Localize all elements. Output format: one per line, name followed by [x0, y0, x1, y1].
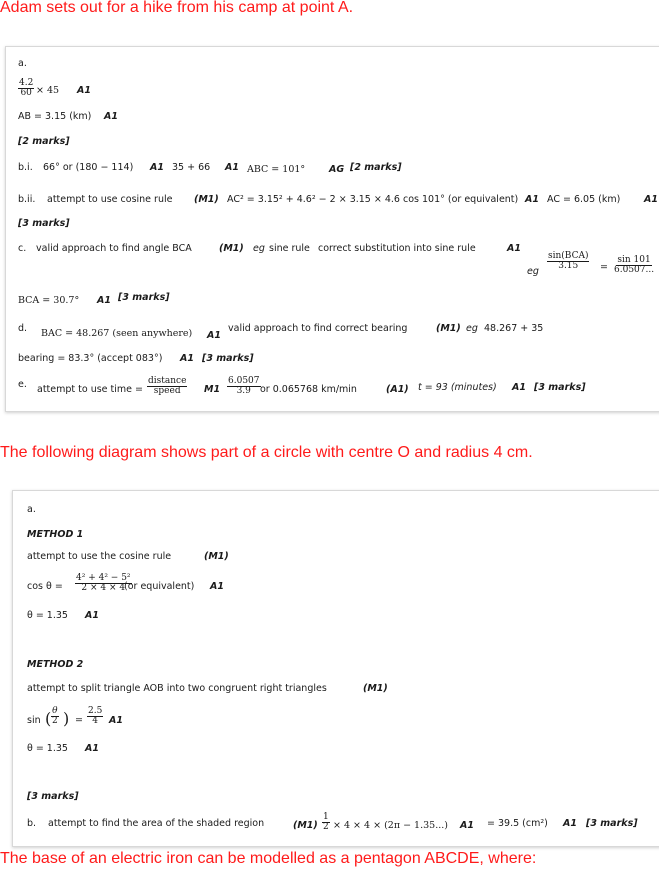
part-a-label: a. — [18, 58, 27, 69]
mark-a1: A1 — [77, 85, 91, 96]
equals: = — [75, 715, 83, 726]
method-2-heading: METHOD 2 — [27, 659, 84, 670]
c-bca-result: BCA = 30.7° — [18, 295, 80, 306]
markscheme-box-1 — [5, 46, 659, 412]
fraction-sin-101: $\frac{\sin 101}{6.0507...}$ — [614, 255, 655, 276]
sin-label: sin — [27, 715, 41, 726]
intro-line-3: The base of an electric iron can be modelled as a pentagon ABCDE, where: — [0, 850, 537, 867]
bii-ac-squared: AC² = 3.15² + 4.6² − 2 × 3.15 × 4.6 cos 101° (or equivalent) — [227, 194, 519, 205]
fraction-2-5-over-4: $\frac{2.5}{4}$ — [88, 706, 103, 727]
b-area-shaded: attempt to find the area of the shaded region — [48, 818, 265, 829]
mark-m1: M1 — [204, 384, 221, 395]
marks-3: [3 marks] — [18, 218, 70, 229]
bi-abc-101: ABC = 101° — [247, 164, 306, 175]
mark-a1: A1 — [109, 715, 123, 726]
mark-m1: (M1) — [363, 683, 388, 694]
bii-cosine-rule: attempt to use cosine rule — [47, 194, 173, 205]
m2-split-triangle: attempt to split triangle AOB into two congruent right triangles — [27, 683, 327, 694]
fraction-6-0507-over-3-9: $\frac{6.0507}{3.9}$ — [228, 376, 260, 397]
e-time-formula: attempt to use time = — [37, 384, 143, 395]
intro-line-2: The following diagram shows part of a circle with centre O and radius 4 cm. — [0, 444, 533, 461]
part-e-label: e. — [18, 379, 27, 390]
bii-ac-result: AC = 6.05 (km) — [547, 194, 621, 205]
d-bearing-sum: 48.267 + 35 — [484, 323, 544, 334]
eg-label: eg — [253, 243, 265, 254]
b-area-expression: × 4 × 4 × (2π − 1.35...) — [333, 820, 448, 831]
method-1-heading: METHOD 1 — [27, 529, 84, 540]
part-b-label: b. — [27, 818, 37, 829]
mark-a1: A1 — [563, 818, 577, 829]
markscheme-box-2 — [12, 490, 659, 847]
marks-3: [3 marks] — [202, 353, 254, 364]
mark-a1: A1 — [150, 162, 164, 173]
part-d-label: d. — [18, 323, 28, 334]
d-bac-result: BAC = 48.267 (seen anywhere) — [41, 328, 193, 339]
mark-a1: A1 — [644, 194, 658, 205]
c-valid-approach: valid approach to find angle BCA — [36, 243, 192, 254]
intro-line-1: Adam sets out for a hike from his camp at point A. — [0, 0, 354, 16]
e-rate: or 0.065768 km/min — [260, 384, 357, 395]
mark-m1: (M1) — [293, 820, 318, 831]
part-c-label: c. — [18, 243, 27, 254]
fraction-distance-speed: distance speed — [148, 376, 187, 397]
times-45: × 45 — [36, 85, 60, 96]
or-equivalent: (or equivalent) — [124, 581, 195, 592]
mark-m1: (M1) — [194, 194, 219, 205]
mark-a1: A1 — [460, 820, 474, 831]
marks-3: [3 marks] — [118, 292, 170, 303]
mark-a1: A1 — [207, 330, 221, 341]
mark-a1: A1 — [85, 610, 99, 621]
marks-2: [2 marks] — [350, 162, 402, 173]
bi-sum: 35 + 66 — [172, 162, 211, 173]
mark-a1: A1 — [97, 295, 111, 306]
bi-angle-66: 66° or (180 − 114) — [43, 162, 134, 173]
fraction-sin-bca: sin(BCA) 3.15 — [547, 248, 589, 272]
c-correct-substitution: correct substitution into sine rule — [318, 243, 476, 254]
b-area-result: = 39.5 (cm²) — [487, 818, 548, 829]
part-a-label: a. — [27, 504, 36, 515]
theta-result: θ = 1.35 — [27, 610, 68, 621]
mark-a1: A1 — [210, 581, 224, 592]
ab-result: AB = 3.15 (km) — [18, 111, 92, 122]
marks-2: [2 marks] — [18, 136, 70, 147]
fraction-4-2-over-60: $\frac{4.2}{60}$ — [19, 78, 34, 99]
mark-m1: (M1) — [436, 323, 461, 334]
right-paren: ) — [63, 709, 70, 728]
left-paren: ( — [45, 709, 52, 728]
mark-a1: A1 — [225, 162, 239, 173]
cos-theta: cos θ = — [27, 581, 63, 592]
fraction-one-half: $\frac{1}{2}$ — [323, 812, 329, 833]
mark-a1-bracket: (A1) — [386, 384, 409, 395]
e-time-result: t = 93 (minutes) — [418, 382, 497, 393]
equals: = — [600, 262, 608, 273]
mark-m1: (M1) — [204, 551, 229, 562]
eg-label: eg — [466, 323, 478, 334]
fraction-cosine-rule: $\frac{\text{4² + 4² − 5²}}{2 \times 4 \times 4}$ — [76, 573, 131, 594]
part-bii-label: b.ii. — [18, 194, 36, 205]
mark-a1: A1 — [104, 111, 118, 122]
c-sine-rule: sine rule — [269, 243, 310, 254]
marks-3: [3 marks] — [27, 791, 79, 802]
mark-a1: A1 — [180, 353, 194, 364]
d-valid-approach: valid approach to find correct bearing — [228, 323, 408, 334]
part-bi-label: b.i. — [18, 162, 33, 173]
mark-a1: A1 — [85, 743, 99, 754]
marks-3: [3 marks] — [586, 818, 638, 829]
mark-a1: A1 — [512, 382, 526, 393]
d-bearing-result: bearing = 83.3° (accept 083°) — [18, 353, 163, 364]
mark-ag: AG — [329, 164, 345, 175]
marks-3: [3 marks] — [534, 382, 586, 393]
mark-a1: A1 — [525, 194, 539, 205]
m1-cosine-rule: attempt to use the cosine rule — [27, 551, 172, 562]
theta-result: θ = 1.35 — [27, 743, 68, 754]
eg-label: eg — [527, 266, 539, 277]
fraction-theta-over-2: $\frac{\theta}{2}$ — [52, 706, 58, 727]
mark-m1: (M1) — [219, 243, 244, 254]
mark-a1: A1 — [507, 243, 521, 254]
